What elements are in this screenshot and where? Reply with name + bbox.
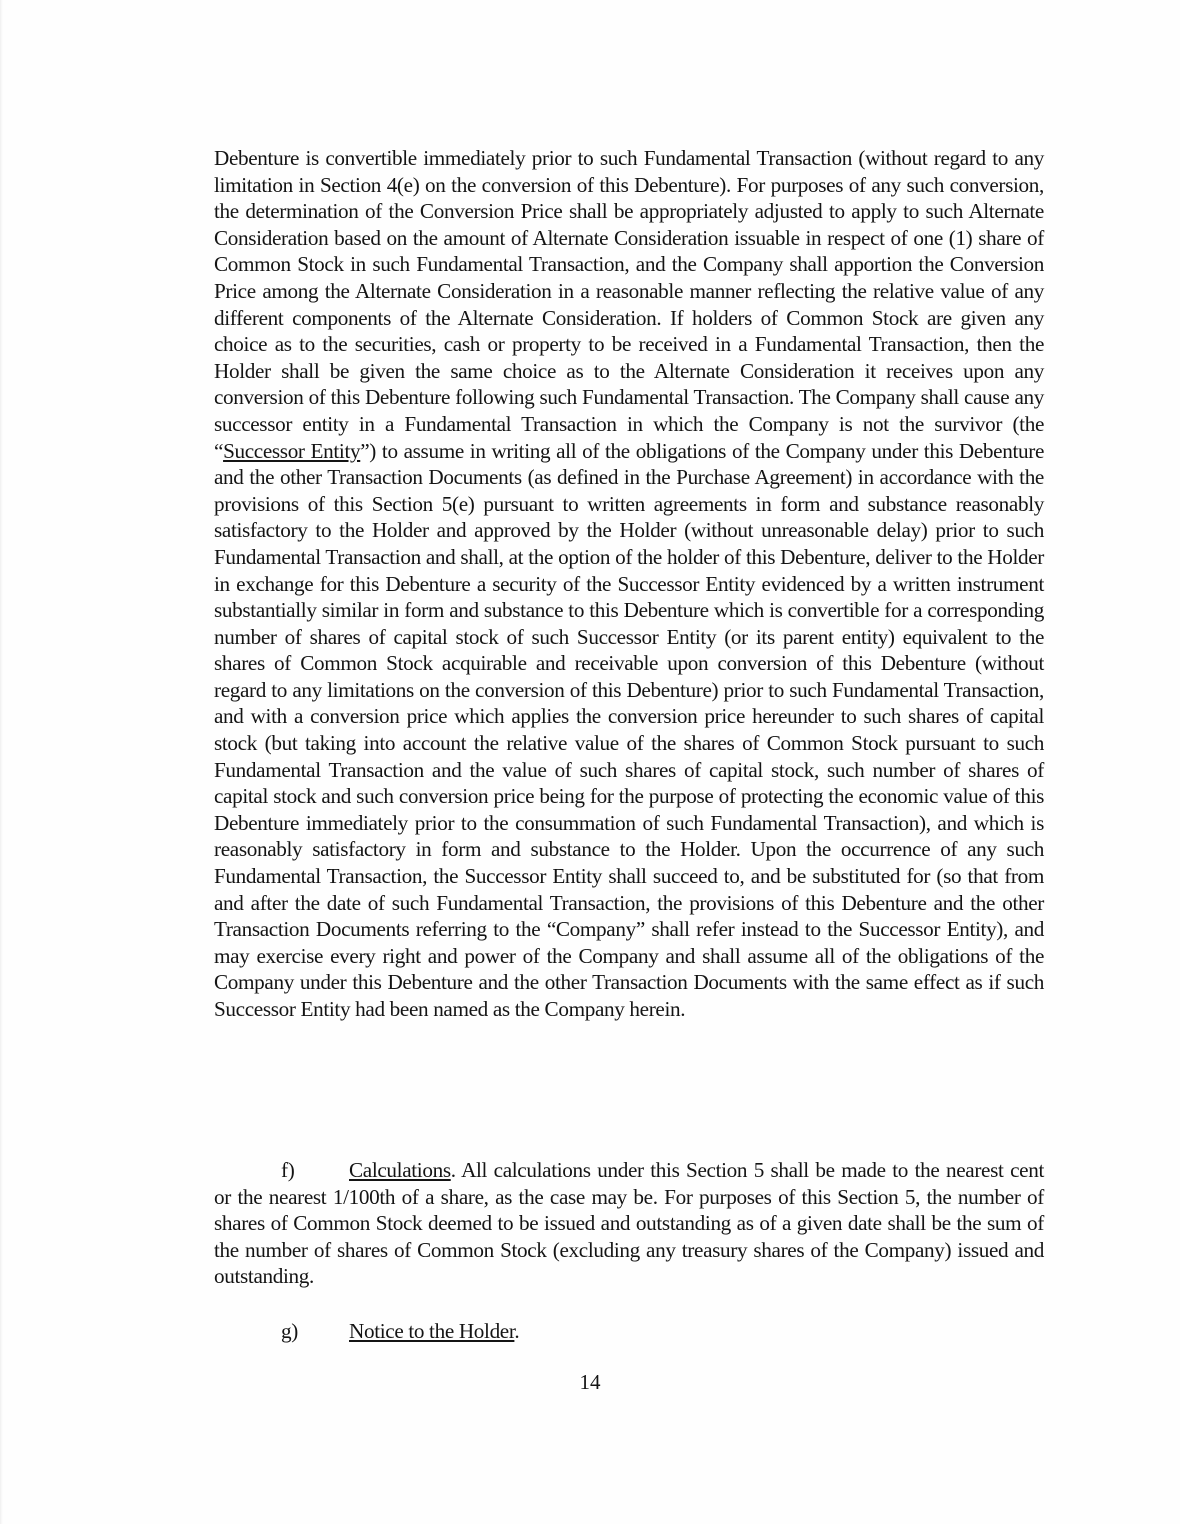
paragraph-text-part-1: Debenture is convertible immediately prior to such Fundamental Transaction (without regard to any limitation in Section 4(e) on the conversion of this Debenture). For purposes of any such conversion, the determination of the Conversion Price shall be appropriately adjusted to apply to such Alternate Consideration based on the amount of Alternate Consideration issuable in respect of one (1) share of Common Stock in such Fundamental Transaction, and the Company shall apportion the Conversion Price among the Alternate Consideration in a reasonable manner reflecting the relative value of any different components of the Alternate Consideration. If holders of Common Stock are given any choice as to the securities, cash or property to be received in a Fundamental Transaction, then the Holder shall be given the same choice as to the Alternate Consideration it receives upon any conversion of this Debenture following such Fundamental Transaction. The Company shall cause any successor entity in a Fundamental Transaction in which the Company is not the survivor (the “ xyxy=(214,146,1044,463)
scan-edge xyxy=(0,0,3,1524)
section-f-heading-punct: . xyxy=(450,1158,456,1182)
section-f-calculations xyxy=(214,1157,1044,1290)
section-f-body: All calculations under this Section 5 shall be made to the nearest cent or the nearest 1/100th of a share, as the case may be. For purposes of this Section 5, the number of shares of Common Stock deemed to be issued and outstanding as of a given date shall be the sum of the number of shares of Common Stock (excluding any treasury shares of the Company) issued and outstanding. xyxy=(214,1158,1044,1289)
paragraph-fundamental-transaction xyxy=(214,145,1044,1023)
page-number: 14 xyxy=(579,1370,601,1394)
paragraph-text-part-2: ”) to assume in writing all of the obligations of the Company under this Debenture and the other Transaction Documents (as defined in the Purchase Agreement) in accordance with the provisions of this Section 5(e) pursuant to written agreements in form and substance reasonably satisfactory to the Holder and approved by the Holder (without unreasonable delay) prior to such Fundamental Transaction and shall, at the option of the holder of this Debenture, deliver to the Holder in exchange for this Debenture a security of the Successor Entity evidenced by a written instrument substantially similar in form and substance to this Debenture which is convertible for a corresponding number of shares of capital stock of such Successor Entity (or its parent entity) equivalent to the shares of Common Stock acquirable and receivable upon conversion of this Debenture (without regard to any limitations on the conversion of this Debenture) prior to such Fundamental Transaction, and with a conversion price which applies the conversion price hereunder to such shares of capital stock (but taking into account the relative value of the shares of Common Stock pursuant to such Fundamental Transaction and the value of such shares of capital stock, such number of shares of capital stock and such conversion price being for the purpose of protecting the economic value of this Debenture immediately prior to the consummation of such Fundamental Transaction), and which is reasonably satisfactory in form and substance to the Holder. Upon the occurrence of any such Fundamental Transaction, the Successor Entity shall succeed to, and be substituted for (so that from and after the date of such Fundamental Transaction, the provisions of this Debenture and the other Transaction Documents referring to the “Company” shall refer instead to the Successor Entity), and may exercise every right and power of the Company and shall assume all of the obligations of the Company under this Debenture and the other Transaction Documents with the same effect as if such Successor Entity had been named as the Company herein. xyxy=(214,438,1045,1021)
section-g-heading-punct: . xyxy=(514,1319,520,1343)
defined-term-successor-entity: Successor Entity xyxy=(223,438,361,463)
section-f-heading: Calculations xyxy=(349,1158,451,1182)
section-f-label: f) xyxy=(281,1158,295,1182)
section-g-label: g) xyxy=(281,1319,298,1343)
section-g-heading: Notice to the Holder xyxy=(349,1319,515,1343)
section-g-notice xyxy=(214,1318,1044,1345)
